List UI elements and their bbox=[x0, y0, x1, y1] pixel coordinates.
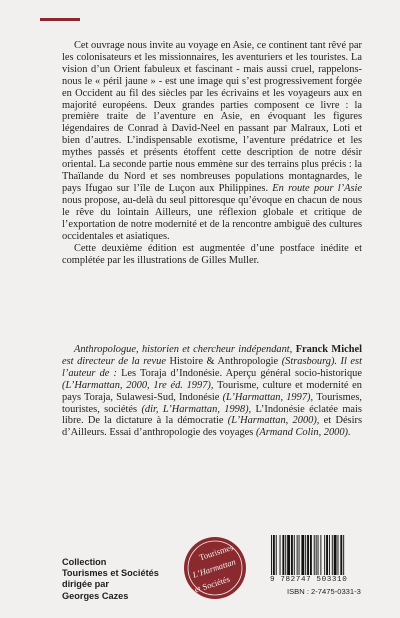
summary-paragraph-2: Cette deuxième édition est augmentée d’une postface inédite et complétée par les illustrations de Gilles Muller. bbox=[62, 243, 362, 267]
publisher-logo bbox=[183, 536, 247, 600]
series-credit: Collection Tourismes et Sociétés dirigée par Georges Cazes bbox=[62, 557, 159, 601]
top-accent-rule bbox=[40, 18, 80, 21]
barcode-image bbox=[269, 535, 377, 575]
author-biography: Anthropologue, historien et chercheur indépendant, Franck Michel est directeur de la revue Histoire & Anthropologie (Strasbourg). Il est l’auteur de : Les Toraja d’Indonésie. Aperçu général socio-historique (L’Harmattan, 2000, 1re éd. 1997), Tourisme, culture et modernité en pays Toraja, Sulawesi-Sud, Indonésie (L’Harmattan, 1997), Tourismes, touristes, sociétés (dir, L’Harmattan, 1998), L’Indonésie éclatée mais libre. De la dictature à la démocratie (L’Harmattan, 2000), et Désirs d’Ailleurs. Essai d’anthropologie des voyages (Armand Colin, 2000). bbox=[62, 344, 362, 439]
isbn-number: ISBN : 2-7475-0331-3 bbox=[287, 587, 361, 596]
barcode-digits: 9 782747 503310 bbox=[270, 576, 348, 584]
svg-text:L’Harmattan: L’Harmattan bbox=[191, 556, 237, 580]
book-summary bbox=[62, 40, 362, 267]
barcode-block bbox=[269, 535, 379, 596]
author-name: Franck Michel bbox=[295, 344, 362, 355]
svg-text:et Sociétés: et Sociétés bbox=[193, 573, 232, 595]
svg-text:Tourismes: Tourismes bbox=[197, 541, 235, 563]
book-title-mention: En route pour l’Asie bbox=[272, 182, 362, 194]
summary-paragraph-1: Cet ouvrage nous invite au voyage en Asie, ce continent tant rêvé par les colonisateurs et les missionnaires, les aventuriers et les touristes. La vision d’un Orient fabuleux et fascinant - mais aussi cruel, rappelons-nous le « péril jaune » - est une image qui s’est progressivement forgée en Occident au fil des siècles par les écrivains et les voyageurs aux en majorité européens. Deux grandes parties composent ce livre : la première traite de l’aventure en Asie, en évoquant les figures légendaires de Conrad à David-Neel en passant par Malraux, Loti et bien d’autres. L’indispensable exotisme, l’aventure prédatrice et les mythes passés et présents étoffent cette description de notre désir oriental. La seconde partie nous emmène sur des terrains plus précis : la Thaïlande du Nord et ses nombreuses populations montagnardes, le pays Ifugao sur l’île de Luçon aux Philippines. En route pour l’Asie nous propose, au-delà du seul pittoresque qu’évoque en chacun de nous le rêve du lointain Ailleurs, une réflexion globale et critique de l’exportation de notre modernité et de la rencontre ambiguë des cultures occidentales et asiatiques. bbox=[62, 40, 362, 242]
